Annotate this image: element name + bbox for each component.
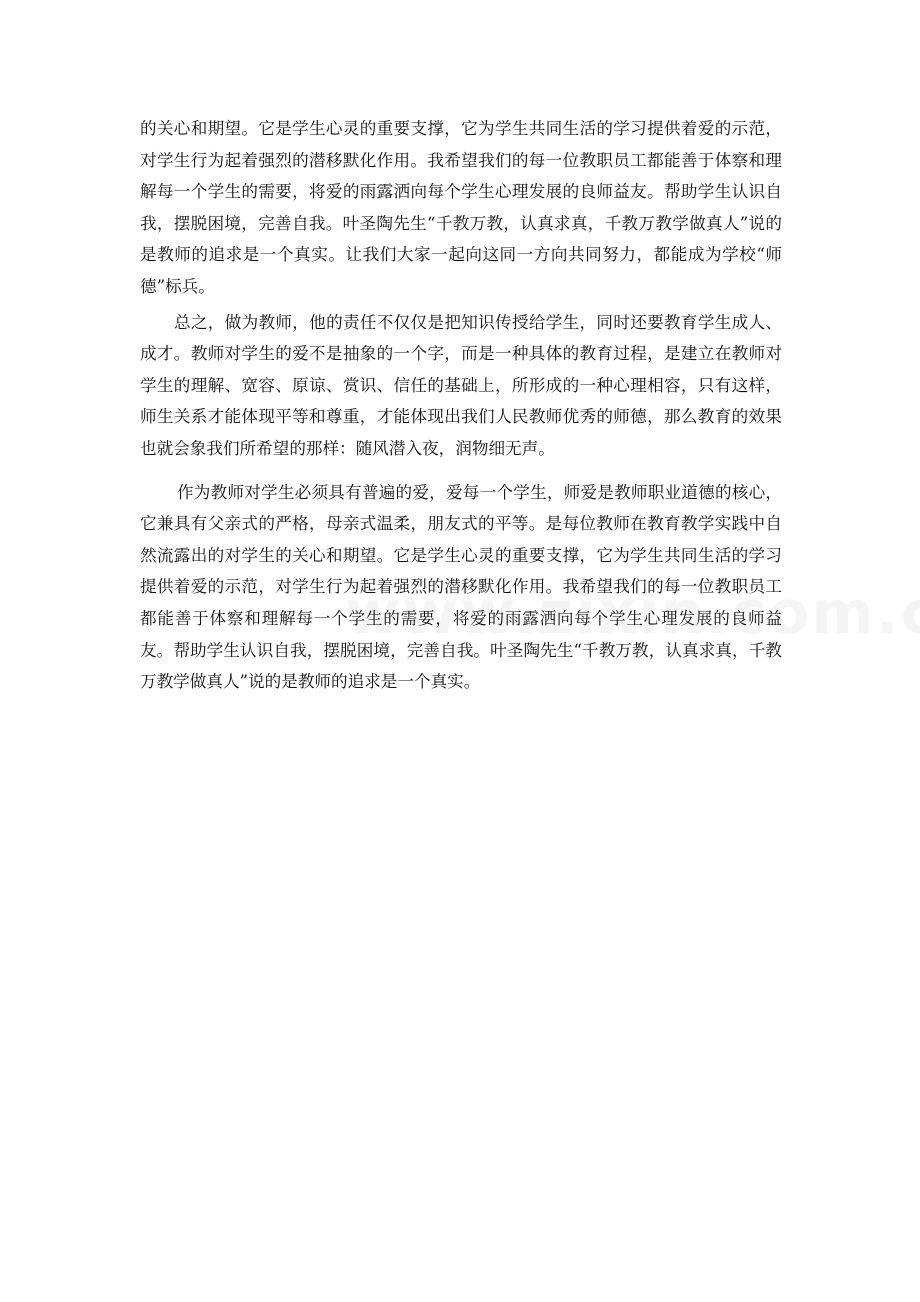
- body-text: [140, 113, 782, 698]
- paragraph-2: 总之，做为教师，他的责任不仅仅是把知识传授给学生，同时还要教育学生成人、成才。教师对学生的爱不是抽象的一个字，而是一种具体的教育过程，是建立在教师对学生的理解、宽容、原谅、赏识、信任的基础上，所形成的一种心理相容，只有这样，师生关系才能体现平等和尊重，才能体现出我们人民教师优秀的师德，那么教育的效果也就会象我们所希望的那样：随风潜入夜，润物细无声。: [140, 312, 782, 458]
- paragraph-3: 作为教师对学生必须具有普遍的爱，爱每一个学生，师爱是教师职业道德的核心，它兼具有父亲式的严格，母亲式温柔，朋友式的平等。是每位教师在教育教学实践中自然流露出的对学生的关心和期望。它是学生心灵的重要支撑，它为学生共同生活的学习提供着爱的示范，对学生行为起着强烈的潜移默化作用。我希望我们的每一位教职员工都能善于体察和理解每一个学生的需要，将爱的雨露洒向每个学生心理发展的良师益友。帮助学生认识自我，摆脱困境，完善自我。叶圣陶先生“千教万教，认真求真，千教万教学做真人”说的是教师的追求是一个真实。: [140, 482, 782, 692]
- paragraph-1: 的关心和期望。它是学生心灵的重要支撑，它为学生共同生活的学习提供着爱的示范，对学生行为起着强烈的潜移默化作用。我希望我们的每一位教职员工都能善于体察和理解每一个学生的需要，将爱的雨露洒向每个学生心理发展的良师益友。帮助学生认识自我，摆脱困境，完善自我。叶圣陶先生“千教万教，认真求真，千教万教学做真人”说的是教师的追求是一个真实。让我们大家一起向这同一方向共同努力，都能成为学校“师德”标兵。: [140, 119, 782, 296]
